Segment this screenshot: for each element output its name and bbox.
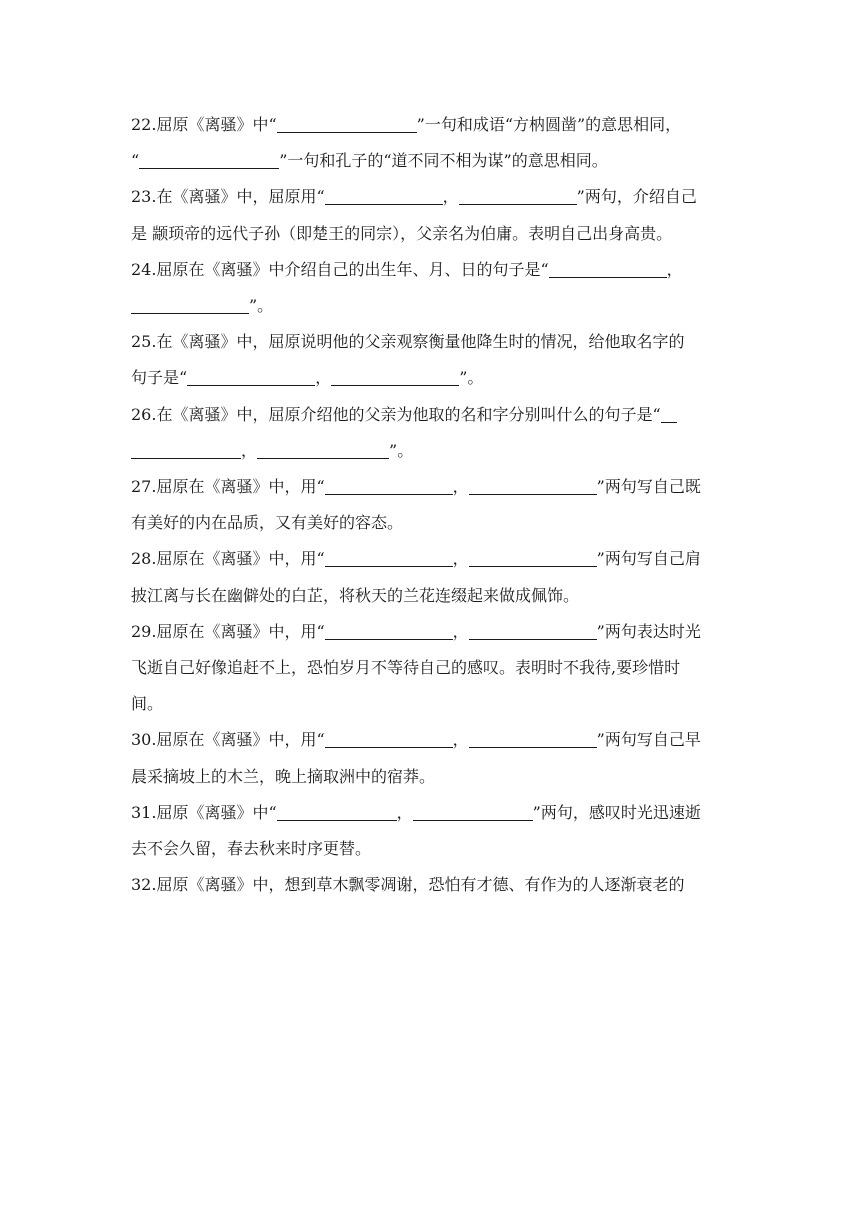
question-text: 有美好的内在品质，又有美好的容态。 — [131, 513, 404, 533]
question-text: ”两句，感叹时光迅速逝 — [532, 802, 701, 822]
question-item — [131, 179, 731, 251]
answer-blank[interactable] — [469, 549, 597, 567]
question-text: 飞逝自己好像追赶不上，恐怕岁月不等待自己的感叹。表明时不我待,要珍惜时 — [131, 658, 681, 678]
question-text: ”。 — [389, 440, 414, 460]
question-text: ”一句和孔子的“道不同不相为谋”的意思相同。 — [279, 151, 608, 171]
question-item — [131, 107, 731, 179]
question-text: ”。 — [249, 296, 274, 316]
answer-blank[interactable] — [661, 405, 677, 423]
answer-blank[interactable] — [469, 622, 597, 640]
answer-blank[interactable] — [413, 803, 533, 821]
answer-blank[interactable] — [325, 730, 453, 748]
question-line — [131, 795, 731, 831]
question-text: 披江离与长在幽僻处的白芷，将秋天的兰花连缀起来做成佩饰。 — [131, 585, 580, 605]
answer-blank[interactable] — [459, 187, 577, 205]
question-item — [131, 397, 731, 469]
question-item — [131, 795, 731, 867]
question-item — [131, 722, 731, 794]
question-text: 27.屈原在《离骚》中，用“ — [131, 477, 325, 497]
question-line — [131, 541, 731, 577]
answer-blank[interactable] — [277, 115, 417, 133]
answer-blank[interactable] — [325, 549, 453, 567]
question-item — [131, 324, 731, 396]
question-text: ， — [452, 621, 469, 641]
question-text: ”两句写自己肩 — [596, 549, 701, 569]
answer-blank[interactable] — [469, 477, 597, 495]
question-text: ”两句，介绍自己 — [576, 187, 697, 207]
question-line — [131, 686, 731, 722]
question-item — [131, 252, 731, 324]
question-text: ， — [396, 802, 413, 822]
question-line — [131, 107, 731, 143]
question-text: ”一句和成语“方枘圆凿”的意思相同， — [416, 115, 682, 134]
question-text: ”两句表达时光 — [596, 621, 701, 641]
question-item — [131, 469, 731, 541]
question-line — [131, 722, 731, 758]
question-text: ， — [442, 187, 459, 207]
question-text: 间。 — [131, 694, 164, 714]
question-text: ， — [666, 259, 683, 279]
question-text: 31.屈原《离骚》中“ — [131, 802, 277, 822]
question-text: ， — [452, 477, 469, 497]
question-text: 23.在《离骚》中，屈原用“ — [131, 187, 325, 207]
question-text: 是 颛顼帝的远代子孙（即楚王的同宗），父亲名为伯庸。表明自己出身高贵。 — [131, 223, 673, 243]
answer-blank[interactable] — [549, 260, 667, 278]
question-text: 去不会久留，春去秋来时序更替。 — [131, 839, 372, 859]
answer-blank[interactable] — [131, 441, 241, 459]
question-text: 32.屈原《离骚》中，想到草木飘零凋谢，恐怕有才德、有作为的人逐渐衰老的 — [131, 875, 685, 895]
answer-blank[interactable] — [257, 441, 389, 459]
question-item — [131, 614, 731, 723]
question-text: “ — [131, 151, 140, 171]
question-line — [131, 759, 731, 795]
question-line — [131, 578, 731, 614]
answer-blank[interactable] — [325, 622, 453, 640]
question-text: 28.屈原在《离骚》中，用“ — [131, 549, 325, 569]
question-line — [131, 867, 731, 903]
question-line — [131, 433, 731, 469]
question-text: 22.屈原《离骚》中“ — [131, 115, 277, 134]
question-text: ， — [315, 368, 332, 388]
question-text: 29.屈原在《离骚》中，用“ — [131, 621, 325, 641]
question-line — [131, 252, 731, 288]
question-line — [131, 650, 731, 686]
question-item — [131, 541, 731, 613]
question-text: 晨采摘坡上的木兰，晚上摘取洲中的宿莽。 — [131, 766, 436, 786]
question-text: ”。 — [459, 368, 484, 388]
answer-blank[interactable] — [139, 151, 279, 169]
question-text: ， — [241, 440, 258, 460]
question-line — [131, 179, 731, 215]
question-line — [131, 324, 731, 360]
answer-blank[interactable] — [325, 477, 453, 495]
question-text: 25.在《离骚》中，屈原说明他的父亲观察衡量他降生时的情况，给他取名字的 — [131, 332, 685, 352]
question-line — [131, 143, 731, 179]
question-text: 30.屈原在《离骚》中，用“ — [131, 730, 325, 750]
question-line — [131, 288, 731, 324]
question-text: 句子是“ — [131, 368, 188, 388]
question-text: ”两句写自己既 — [596, 477, 701, 497]
question-line — [131, 360, 731, 396]
question-line — [131, 614, 731, 650]
question-list — [131, 107, 731, 903]
question-text: ， — [452, 549, 469, 569]
question-text: 26.在《离骚》中，屈原介绍他的父亲为他取的名和字分别叫什么的句子是“ — [131, 404, 661, 424]
answer-blank[interactable] — [469, 730, 597, 748]
question-text: 24.屈原在《离骚》中介绍自己的出生年、月、日的句子是“ — [131, 259, 549, 279]
answer-blank[interactable] — [131, 296, 249, 314]
answer-blank[interactable] — [277, 803, 397, 821]
question-line — [131, 216, 731, 252]
question-text: ， — [452, 730, 469, 750]
question-line — [131, 831, 731, 867]
answer-blank[interactable] — [325, 187, 443, 205]
question-line — [131, 505, 731, 541]
question-text: ”两句写自己早 — [596, 730, 701, 750]
answer-blank[interactable] — [331, 368, 459, 386]
answer-blank[interactable] — [187, 368, 315, 386]
question-line — [131, 397, 731, 433]
question-item — [131, 867, 731, 903]
question-line — [131, 469, 731, 505]
